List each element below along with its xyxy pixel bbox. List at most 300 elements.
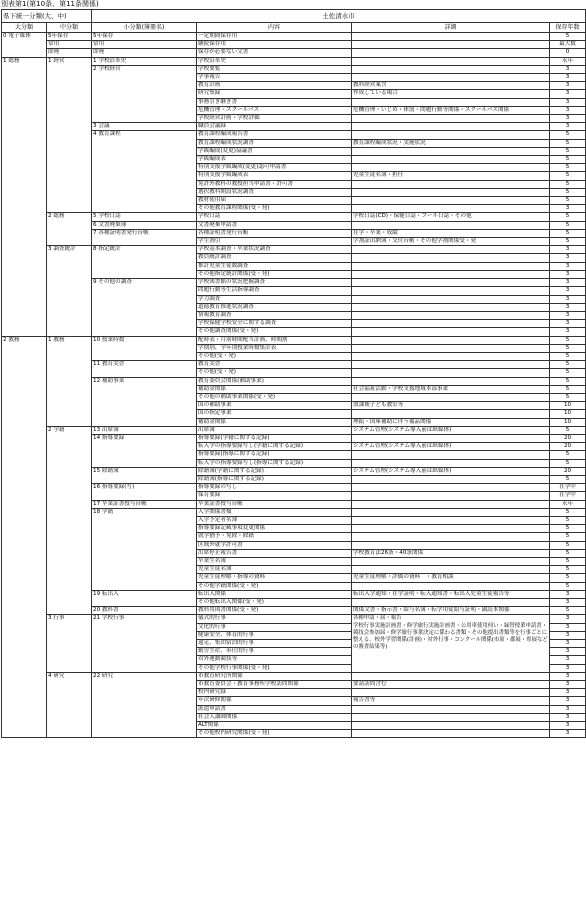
table-row — [2, 615, 586, 623]
cell-content: 派遣申請書 — [197, 705, 352, 713]
cell-content: 学事報告 — [197, 74, 352, 82]
cell-detail: 学校日誌(CD)・保健日誌・プール日誌・その他 — [352, 213, 550, 221]
cell-years: 3 — [550, 254, 586, 262]
cell-middle: 3 行事 — [47, 615, 92, 623]
table-row — [2, 492, 586, 500]
cell-detail — [352, 262, 550, 270]
cell-minor — [92, 393, 197, 401]
table-row — [2, 500, 586, 508]
cell-years: 5 — [550, 238, 586, 246]
cell-content: 指導要録(学籍に関する記録) — [197, 434, 352, 442]
cell-major — [2, 475, 47, 483]
cell-major — [2, 558, 47, 566]
cell-years: 20 — [550, 467, 586, 475]
cell-middle — [47, 475, 92, 483]
cell-years: 5 — [550, 172, 586, 180]
cell-minor — [92, 262, 197, 270]
table-row — [2, 147, 586, 155]
cell-major — [2, 287, 47, 295]
cell-minor — [92, 352, 197, 360]
cell-minor — [92, 722, 197, 730]
cell-detail — [352, 508, 550, 516]
cell-content: 文化的行事 — [197, 623, 352, 631]
cell-middle — [47, 533, 92, 541]
header-major: 大分類 — [2, 23, 47, 33]
cell-middle — [47, 328, 92, 336]
table-row — [2, 74, 586, 82]
cell-minor: 17 卒業証書授与台帳 — [92, 500, 197, 508]
table-row — [2, 205, 586, 213]
cell-content: 情報教育調査 — [197, 311, 352, 319]
cell-detail — [352, 180, 550, 188]
cell-years: 10 — [550, 402, 586, 410]
cell-major — [2, 689, 47, 697]
cell-content: 転入学の指導要録写し(学籍に関する記録) — [197, 443, 352, 451]
cell-minor — [92, 328, 197, 336]
cell-middle — [47, 631, 92, 639]
cell-years: 5 — [550, 180, 586, 188]
cell-content: 対外運動競技等 — [197, 656, 352, 664]
cell-content: 学校日誌 — [197, 213, 352, 221]
cell-detail: 学割証出納簿・交付台帳・その他学割関係受・発 — [352, 238, 550, 246]
cell-major — [2, 566, 47, 574]
cell-years: 5 — [550, 377, 586, 385]
cell-detail — [352, 320, 550, 328]
cell-middle — [47, 582, 92, 590]
table-row — [2, 377, 586, 385]
table-row — [2, 475, 586, 483]
cell-detail — [352, 558, 550, 566]
cell-minor: 20 教科書 — [92, 607, 197, 615]
cell-middle — [47, 484, 92, 492]
cell-middle — [47, 590, 92, 598]
cell-years: 3 — [550, 287, 586, 295]
cell-content: 保存が必要ない文書 — [197, 49, 352, 57]
cell-minor — [92, 139, 197, 147]
cell-years: 3 — [550, 599, 586, 607]
cell-major: 1 総務 — [2, 57, 47, 65]
cell-major — [2, 49, 47, 57]
cell-middle — [47, 361, 92, 369]
table-row — [2, 213, 586, 221]
table-row — [2, 730, 586, 738]
cell-major — [2, 262, 47, 270]
cell-minor: 11 教育実習 — [92, 361, 197, 369]
cell-major — [2, 156, 47, 164]
cell-years: 5 — [550, 197, 586, 205]
cell-minor — [92, 344, 197, 352]
cell-minor — [92, 730, 197, 738]
cell-minor — [92, 681, 197, 689]
cell-middle — [47, 74, 92, 82]
cell-middle — [47, 123, 92, 131]
cell-minor: 19 転出入 — [92, 590, 197, 598]
cell-middle — [47, 500, 92, 508]
cell-minor — [92, 705, 197, 713]
cell-years: 在学中 — [550, 484, 586, 492]
cell-detail — [352, 221, 550, 229]
cell-detail — [352, 197, 550, 205]
cell-detail — [352, 336, 550, 344]
cell-detail — [352, 156, 550, 164]
cell-content: 教材使用届 — [197, 197, 352, 205]
table-row — [2, 238, 586, 246]
table-row — [2, 82, 586, 90]
table-row — [2, 229, 586, 237]
cell-detail: 理振・国庫補助に伴う備品関係 — [352, 418, 550, 426]
table-row — [2, 705, 586, 713]
cell-middle — [47, 574, 92, 582]
cell-detail — [352, 541, 550, 549]
cell-major — [2, 311, 47, 319]
table-row — [2, 65, 586, 73]
cell-years: 3 — [550, 705, 586, 713]
table-row — [2, 90, 586, 98]
cell-minor: 5年保存 — [92, 33, 197, 41]
table-row — [2, 49, 586, 57]
cell-minor: 1 学校沿革史 — [92, 57, 197, 65]
cell-middle — [47, 664, 92, 672]
table-row — [2, 320, 586, 328]
cell-content: 卒業生名簿 — [197, 558, 352, 566]
cell-content: 教育委員会関係(補助事業) — [197, 377, 352, 385]
cell-minor — [92, 164, 197, 172]
cell-detail — [352, 33, 550, 41]
cell-content: 免許外教科の教授担当申請書・許可書 — [197, 180, 352, 188]
cell-content: 指導要録記載事項変更関係 — [197, 525, 352, 533]
cell-major — [2, 123, 47, 131]
cell-content: 遠足、集団宿泊的行事 — [197, 640, 352, 648]
cell-years: 3 — [550, 648, 586, 656]
cell-major — [2, 492, 47, 500]
cell-years: 3 — [550, 656, 586, 664]
cell-years: 3 — [550, 82, 586, 90]
cell-years: 5 — [550, 369, 586, 377]
cell-minor: 即廃 — [92, 49, 197, 57]
cell-minor: 6 文書廃棄簿 — [92, 221, 197, 229]
cell-content: その他調査関係(受・発) — [197, 328, 352, 336]
cell-content: 学校沿革史 — [197, 57, 352, 65]
cell-minor — [92, 156, 197, 164]
cell-major — [2, 352, 47, 360]
cell-middle — [47, 115, 92, 123]
cell-years: 3 — [550, 98, 586, 106]
cell-minor — [92, 369, 197, 377]
cell-major — [2, 730, 47, 738]
cell-detail — [352, 484, 550, 492]
cell-detail — [352, 279, 550, 287]
cell-detail — [352, 516, 550, 524]
table-row — [2, 98, 586, 106]
cell-detail — [352, 525, 550, 533]
cell-content: 健康安全、体育的行事 — [197, 631, 352, 639]
cell-content: 社会人講師関係 — [197, 713, 352, 721]
cell-middle: 即廃 — [47, 49, 92, 57]
cell-detail — [352, 599, 550, 607]
cell-middle: 5年保存 — [47, 33, 92, 41]
cell-years: 3 — [550, 295, 586, 303]
cell-middle — [47, 492, 92, 500]
cell-detail — [352, 188, 550, 196]
cell-detail — [352, 713, 550, 721]
cell-middle — [47, 82, 92, 90]
cell-years: 5 — [550, 188, 586, 196]
table-row — [2, 254, 586, 262]
table-row — [2, 164, 586, 172]
header-content: 内容 — [197, 23, 352, 33]
cell-detail — [352, 49, 550, 57]
table-row — [2, 197, 586, 205]
cell-major — [2, 393, 47, 401]
cell-minor: 15 除籍簿 — [92, 467, 197, 475]
cell-major — [2, 303, 47, 311]
cell-major — [2, 131, 47, 139]
cell-years: 在学中 — [550, 492, 586, 500]
cell-years: 5 — [550, 451, 586, 459]
cell-content: 儀式的行事 — [197, 615, 352, 623]
cell-minor: 9 その他の調査 — [92, 279, 197, 287]
cell-detail — [352, 451, 550, 459]
cell-middle — [47, 344, 92, 352]
cell-major — [2, 500, 47, 508]
cell-years: 3 — [550, 697, 586, 705]
cell-content: 入学関係書類 — [197, 508, 352, 516]
cell-detail — [352, 475, 550, 483]
cell-detail — [352, 147, 550, 155]
table-row — [2, 287, 586, 295]
cell-minor: 4 教育課程 — [92, 131, 197, 139]
cell-middle — [47, 697, 92, 705]
cell-middle — [47, 279, 92, 287]
cell-detail — [352, 123, 550, 131]
cell-middle — [47, 722, 92, 730]
cell-detail — [352, 311, 550, 319]
table-row — [2, 344, 586, 352]
cell-minor — [92, 197, 197, 205]
cell-major — [2, 681, 47, 689]
cell-major — [2, 426, 47, 434]
cell-detail — [352, 352, 550, 360]
cell-content: その他(受・発) — [197, 352, 352, 360]
cell-years: 3 — [550, 65, 586, 73]
cell-detail — [352, 41, 550, 49]
cell-detail — [352, 393, 550, 401]
cell-years: 5 — [550, 213, 586, 221]
cell-major — [2, 640, 47, 648]
cell-minor — [92, 320, 197, 328]
table-row — [2, 328, 586, 336]
cell-minor — [92, 451, 197, 459]
cell-major — [2, 197, 47, 205]
cell-middle — [47, 385, 92, 393]
table-row — [2, 262, 586, 270]
cell-middle — [47, 164, 92, 172]
cell-content: ALT関係 — [197, 722, 352, 730]
cell-major — [2, 541, 47, 549]
cell-content: 学級編成(変更)協議書 — [197, 147, 352, 155]
cell-minor — [92, 582, 197, 590]
cell-years: 3 — [550, 672, 586, 680]
cell-major — [2, 270, 47, 278]
cell-major — [2, 344, 47, 352]
cell-major — [2, 172, 47, 180]
cell-major — [2, 533, 47, 541]
cell-minor — [92, 656, 197, 664]
cell-major — [2, 705, 47, 713]
cell-minor — [92, 418, 197, 426]
cell-content: 転出入関係 — [197, 590, 352, 598]
cell-detail — [352, 377, 550, 385]
table-row — [2, 451, 586, 459]
cell-detail: 児童生徒理解・評価の資料 ・教育相談 — [352, 574, 550, 582]
table-row — [2, 57, 586, 65]
cell-content: その他教育課程関係(受・発) — [197, 205, 352, 213]
cell-major — [2, 574, 47, 582]
cell-years: 5 — [550, 361, 586, 369]
cell-content: 卒業証書授与台帳 — [197, 500, 352, 508]
table-row — [2, 279, 586, 287]
cell-years: 20 — [550, 443, 586, 451]
cell-major — [2, 139, 47, 147]
table-row — [2, 33, 586, 41]
document-title: 別表第1(第10条、第11条関係) — [1, 0, 99, 8]
cell-detail — [352, 65, 550, 73]
cell-content: 学校要覧 — [197, 65, 352, 73]
table-row — [2, 156, 586, 164]
cell-years: 5 — [550, 549, 586, 557]
table-row — [2, 508, 586, 516]
table-row — [2, 336, 586, 344]
cell-detail: 転出入学通知・在学証明・転入通知書・転出入児童生徒報告等 — [352, 590, 550, 598]
table-row — [2, 418, 586, 426]
cell-minor — [92, 180, 197, 188]
table-row — [2, 566, 586, 574]
cell-content: その他学籍関係(受・発) — [197, 582, 352, 590]
cell-content: 年次研修関係 — [197, 697, 352, 705]
cell-detail — [352, 344, 550, 352]
cell-major — [2, 656, 47, 664]
cell-major — [2, 623, 47, 631]
cell-content: 学校図書館の状況把握調査 — [197, 279, 352, 287]
cell-detail: 教科経営案含 — [352, 82, 550, 90]
cell-detail — [352, 459, 550, 467]
cell-content: 指導要録(指導に関する記録) — [197, 451, 352, 459]
cell-major — [2, 82, 47, 90]
cell-middle — [47, 689, 92, 697]
cell-content: 児童生徒理解・指導の資料 — [197, 574, 352, 582]
cell-years: 5 — [550, 139, 586, 147]
cell-major — [2, 443, 47, 451]
cell-middle — [47, 402, 92, 410]
cell-detail — [352, 582, 550, 590]
cell-middle — [47, 418, 92, 426]
cell-content: 学校保健学校安全に関する調査 — [197, 320, 352, 328]
cell-middle: 2 学籍 — [47, 426, 92, 434]
cell-content: 道徳教育推進状況調査 — [197, 303, 352, 311]
cell-detail — [352, 500, 550, 508]
cell-years: 5 — [550, 541, 586, 549]
cell-middle — [47, 270, 92, 278]
cell-minor: 12 補助事業 — [92, 377, 197, 385]
cell-detail — [352, 57, 550, 65]
cell-years: 5 — [550, 459, 586, 467]
cell-detail — [352, 254, 550, 262]
cell-middle — [47, 467, 92, 475]
cell-major — [2, 664, 47, 672]
cell-minor — [92, 648, 197, 656]
cell-major — [2, 90, 47, 98]
cell-detail — [352, 74, 550, 82]
cell-minor — [92, 574, 197, 582]
cell-years: 3 — [550, 311, 586, 319]
cell-content: 国の指定事業 — [197, 410, 352, 418]
cell-detail: 放課後子ども教室等 — [352, 402, 550, 410]
cell-detail: 危機管理・いじめ・体罰・問題行動等関係・スクールバス関係 — [352, 106, 550, 114]
table-row — [2, 549, 586, 557]
header-detail: 詳細 — [352, 23, 550, 33]
cell-middle — [47, 443, 92, 451]
cell-detail: 関係文書・指示書・給与名簿・転学用徒給与証明・副読本関係 — [352, 607, 550, 615]
cell-major — [2, 115, 47, 123]
cell-content: 職員会議録 — [197, 123, 352, 131]
cell-major — [2, 377, 47, 385]
cell-middle: 2 総務 — [47, 213, 92, 221]
cell-detail: システム管理(システム導入前は紙媒体) — [352, 426, 550, 434]
cell-detail — [352, 115, 550, 123]
cell-content: 学期別、学年別授業時数集計表 — [197, 344, 352, 352]
cell-content: 保育要録 — [197, 492, 352, 500]
cell-major — [2, 106, 47, 114]
cell-years: 0 — [550, 49, 586, 57]
cell-years: 5 — [550, 147, 586, 155]
cell-content: 児童生徒名簿 — [197, 566, 352, 574]
cell-content: その他(受・発) — [197, 369, 352, 377]
cell-major — [2, 213, 47, 221]
cell-minor — [92, 172, 197, 180]
cell-years: 5 — [550, 533, 586, 541]
cell-minor — [92, 443, 197, 451]
cell-middle — [47, 205, 92, 213]
cell-middle — [47, 131, 92, 139]
table-row — [2, 722, 586, 730]
cell-minor — [92, 689, 197, 697]
table-row — [2, 131, 586, 139]
cell-content: 補助金関係 — [197, 418, 352, 426]
cell-middle — [47, 558, 92, 566]
table-row — [2, 697, 586, 705]
table-row — [2, 443, 586, 451]
table-row — [2, 180, 586, 188]
cell-content: 学力調査 — [197, 295, 352, 303]
cell-detail — [352, 246, 550, 254]
cell-minor — [92, 205, 197, 213]
cell-major — [2, 361, 47, 369]
cell-major — [2, 467, 47, 475]
cell-middle — [47, 508, 92, 516]
cell-content: 配時表・月別時間配当計画、時間割 — [197, 336, 352, 344]
cell-years: 5 — [550, 525, 586, 533]
table-row — [2, 672, 586, 680]
table-row — [2, 139, 586, 147]
cell-middle — [47, 156, 92, 164]
table-row — [2, 484, 586, 492]
cell-detail — [352, 410, 550, 418]
table-row — [2, 681, 586, 689]
cell-major — [2, 164, 47, 172]
table-row — [2, 426, 586, 434]
cell-content: 事務引き継ぎ書 — [197, 98, 352, 106]
cell-content: 市教育委員会・教育事務所学校訪問関係 — [197, 681, 352, 689]
